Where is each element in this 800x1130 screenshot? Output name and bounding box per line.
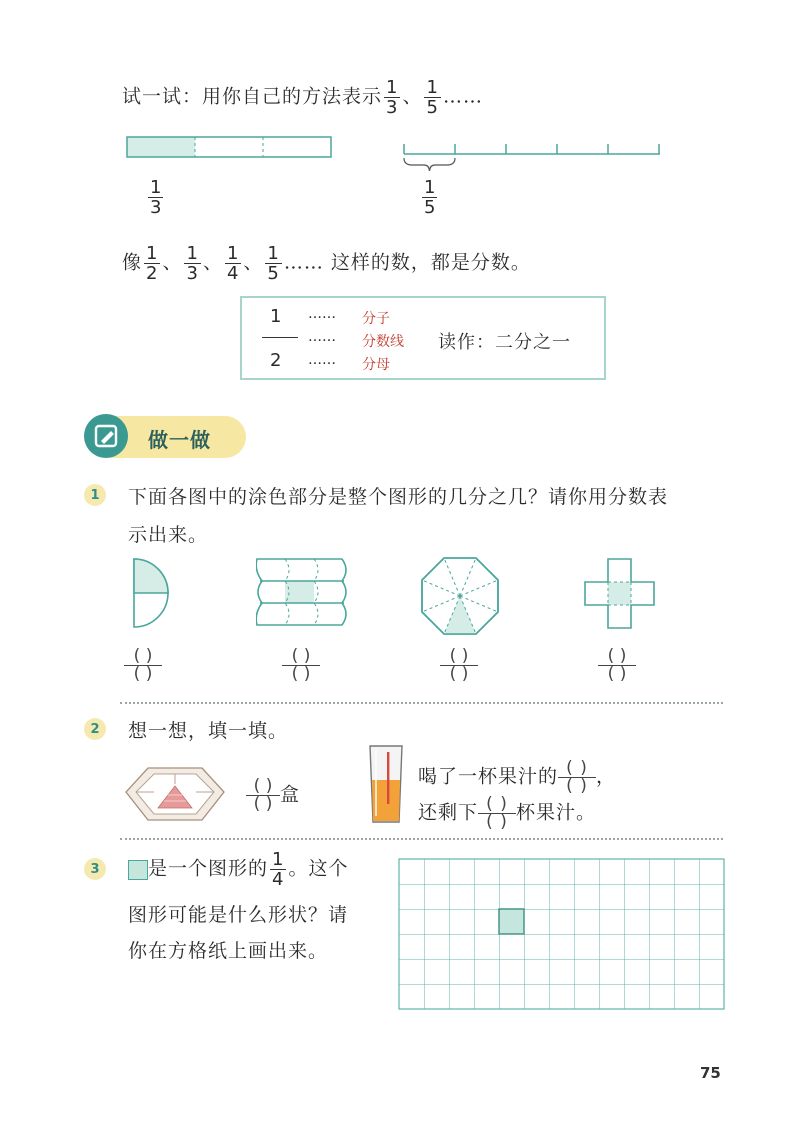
def-denominator: 2 (270, 350, 282, 371)
label-fraction-line: 分数线 (362, 334, 404, 350)
q1-answer-blank-3[interactable]: ( ) ( ) (440, 648, 478, 683)
juice-glass-icon (366, 742, 406, 826)
q1-text-line2: 示出来。 (128, 524, 209, 546)
label-denominator: 分母 (362, 357, 390, 373)
q3-text-line1: 是一个图形的 $\frac{1}{4}$ 。这个 (128, 850, 348, 889)
grid-paper[interactable] (398, 858, 726, 1012)
q2-text: 想一想，填一填。 (128, 720, 289, 742)
label-one-third: $\frac{1}{3}$ (150, 177, 162, 218)
def-numerator: 1 (270, 306, 282, 327)
half-circle-figure (128, 556, 176, 632)
pencil-icon (84, 414, 128, 458)
definition-box: 1 2 …… …… …… 分子 分数线 分母 读作：二分之一 (240, 296, 606, 380)
thirds-bar (126, 136, 334, 160)
q2-juice-line2: 还剩下 ( ) ( ) 杯果汁。 (418, 794, 597, 832)
def-fraction-line (262, 337, 298, 338)
divider-2 (120, 838, 723, 840)
hexagon-box-figure (124, 764, 226, 824)
def-reading: 读作：二分之一 (438, 332, 571, 353)
q1-text-line1: 下面各图中的涂色部分是整个图形的几分之几？请你用分数表 (128, 486, 669, 508)
divider-1 (120, 702, 723, 704)
page-number: 75 (700, 1064, 721, 1082)
label-one-fifth: $\frac{1}{5}$ (424, 177, 436, 218)
fractions-intro: 像 $\frac{1}{2}$ 、 $\frac{1}{3}$ 、 $\frac{1}{4}$ 、 $\frac{1}{5}$ …… 这样的数，都是分数。 (122, 243, 531, 284)
do-banner-title: 做一做 (148, 428, 211, 452)
cross-figure (584, 558, 656, 630)
q2-box-answer: ( ) ( ) 盒 (246, 778, 299, 813)
fraction-one-fifth: $\frac{1}{5}$ (426, 77, 439, 118)
q2-juice-line1: 喝了一杯果汁的 ( ) ( ) ， (418, 758, 617, 796)
label-numerator: 分子 (362, 311, 390, 327)
q1-answer-blank-4[interactable]: ( ) ( ) (598, 648, 636, 683)
q2-number: 2 (84, 718, 106, 740)
q3-text-line3: 你在方格纸上画出来。 (128, 940, 329, 962)
q1-number: 1 (84, 484, 106, 506)
fraction-one-third: $\frac{1}{3}$ (386, 77, 399, 118)
q3-number: 3 (84, 858, 106, 880)
wavy-grid-figure (256, 558, 352, 628)
shaded-square-icon (128, 860, 148, 880)
octagon-figure (420, 556, 500, 636)
q1-answer-blank-2[interactable]: ( ) ( ) (282, 648, 320, 683)
q1-answer-blank-1[interactable]: ( ) ( ) (124, 648, 162, 683)
try-title: 试一试：用你自己的方法表示 $\frac{1}{3}$ 、 $\frac{1}{5}$ …… (122, 77, 483, 118)
fifths-line (398, 136, 664, 180)
q3-text-line2: 图形可能是什么形状？请 (128, 904, 349, 926)
